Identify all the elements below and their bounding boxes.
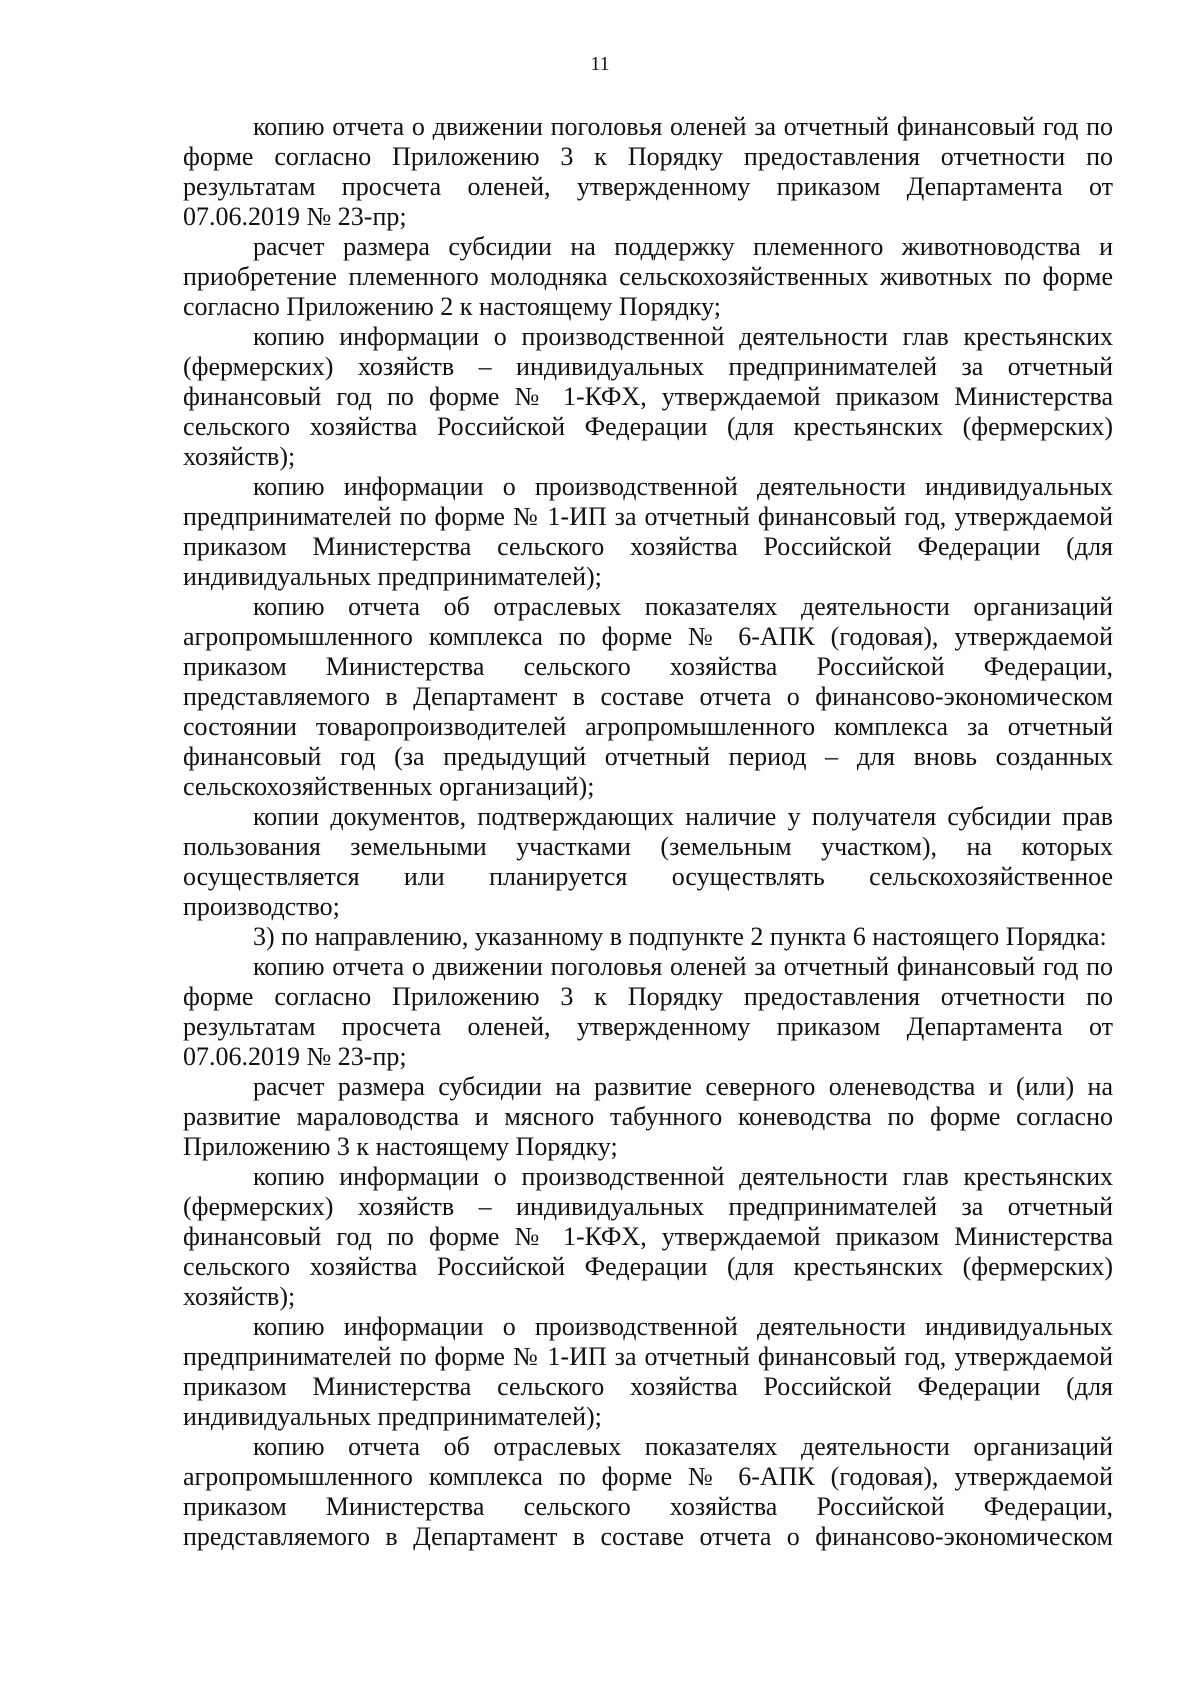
paragraph: 3) по направлению, указанному в подпункте 2 пункта 6 настоящего Порядка: bbox=[253, 922, 1107, 951]
paragraph: копию информации о производственной деятельности глав крестьянских (фермерских) хозяйств – индивидуальных предпринимателей за отчетный финансовый год по форме № 1-КФХ, утверждаемой приказом Министерства сельского хозяйства Российской Федерации (для крестьянских (фермерских) хозяйств); bbox=[183, 1162, 1113, 1311]
page-number: 11 bbox=[590, 53, 610, 75]
paragraph: расчет размера субсидии на развитие северного оленеводства и (или) на развитие мараловодства и мясного табунного коневодства по форме согласно Приложению 3 к настоящему Порядку; bbox=[183, 1072, 1113, 1161]
paragraph: копию отчета о движении поголовья оленей за отчетный финансовый год по форме согласно Приложению 3 к Порядку предоставления отчетности по результатам просчета оленей, утвержденному приказом Департамента от 07.06.2019 № 23-пр; bbox=[183, 952, 1113, 1071]
document-body bbox=[183, 112, 1113, 1552]
paragraph: копию отчета об отраслевых показателях деятельности организаций агропромышленного комплекса по форме № 6-АПК (годовая), утверждаемой приказом Министерства сельского хозяйства Российской Федерации, представляемого в Департамент в составе отчета о финансово-экономическом состоянии товаропроизводителей агропромышленного комплекса за отчетный финансовый год (за предыдущий отчетный период – для вновь созданных сельскохозяйственных организаций); bbox=[183, 592, 1113, 801]
paragraph: копию информации о производственной деятельности индивидуальных предпринимателей по форме № 1-ИП за отчетный финансовый год, утверждаемой приказом Министерства сельского хозяйства Российской Федерации (для индивидуальных предпринимателей); bbox=[183, 1312, 1113, 1431]
paragraph: расчет размера субсидии на поддержку племенного животноводства и приобретение племенного молодняка сельскохозяйственных животных по форме согласно Приложению 2 к настоящему Порядку; bbox=[183, 232, 1113, 321]
paragraph: копию информации о производственной деятельности индивидуальных предпринимателей по форме № 1-ИП за отчетный финансовый год, утверждаемой приказом Министерства сельского хозяйства Российской Федерации (для индивидуальных предпринимателей); bbox=[183, 472, 1113, 591]
paragraph: копию отчета о движении поголовья оленей за отчетный финансовый год по форме согласно Приложению 3 к Порядку предоставления отчетности по результатам просчета оленей, утвержденному приказом Департамента от 07.06.2019 № 23-пр; bbox=[183, 112, 1113, 231]
paragraph: копии документов, подтверждающих наличие у получателя субсидии прав пользования земельными участками (земельным участком), на которых осуществляется или планируется осуществлять сельскохозяйственное производство; bbox=[183, 802, 1113, 921]
paragraph: копию информации о производственной деятельности глав крестьянских (фермерских) хозяйств – индивидуальных предпринимателей за отчетный финансовый год по форме № 1-КФХ, утверждаемой приказом Министерства сельского хозяйства Российской Федерации (для крестьянских (фермерских) хозяйств); bbox=[183, 322, 1113, 471]
paragraph: копию отчета об отраслевых показателях деятельности организаций агропромышленного комплекса по форме № 6-АПК (годовая), утверждаемой приказом Министерства сельского хозяйства Российской Федерации, представляемого в Департамент в составе отчета о финансово-экономическом bbox=[183, 1432, 1113, 1551]
